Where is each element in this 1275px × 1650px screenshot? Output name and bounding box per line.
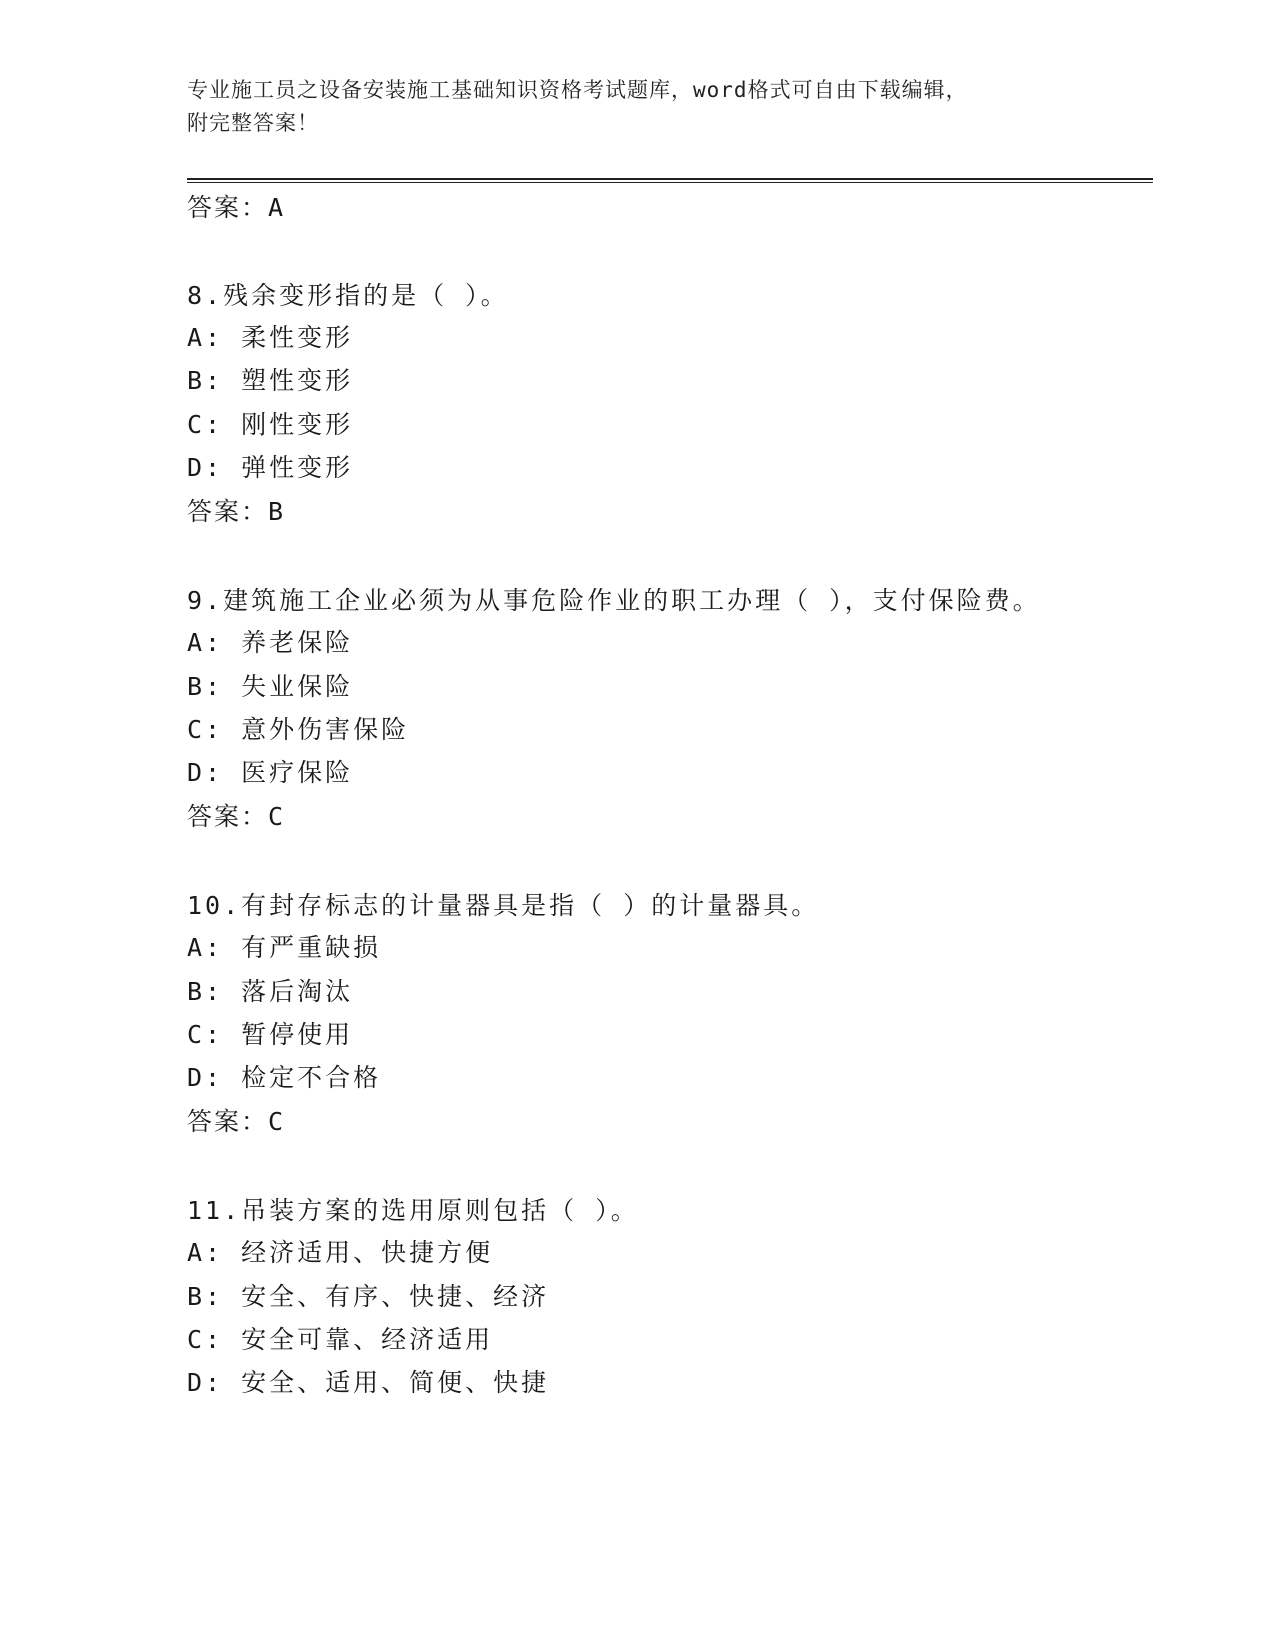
question-11-option-b: B: 安全、有序、快捷、经济 [187, 1282, 550, 1311]
answer-label: 答案： [187, 1107, 269, 1136]
answer-label: 答案： [187, 193, 269, 222]
question-10-option-d: D: 检定不合格 [187, 1063, 382, 1092]
page-header [187, 74, 1067, 140]
question-11-option-c: C: 安全可靠、经济适用 [187, 1325, 494, 1354]
question-9-stem: 9.建筑施工企业必须为从事危险作业的职工办理（ ），支付保险费。 [187, 586, 1041, 615]
question-9-option-c: C: 意外伤害保险 [187, 715, 410, 744]
question-8-option-b: B: 塑性变形 [187, 366, 354, 395]
question-9-answer [187, 801, 285, 833]
question-11-option-d: D: 安全、适用、简便、快捷 [187, 1368, 550, 1397]
question-8-answer [187, 496, 285, 528]
answer-value: A [268, 193, 286, 222]
prev-answer [187, 192, 285, 224]
question-10-stem: 10.有封存标志的计量器具是指（ ）的计量器具。 [187, 891, 820, 920]
answer-label: 答案： [187, 497, 269, 526]
header-line-2: 附完整答案！ [187, 111, 319, 135]
question-10-option-c: C: 暂停使用 [187, 1020, 354, 1049]
question-10-option-a: A: 有严重缺损 [187, 933, 382, 962]
header-line-1: 专业施工员之设备安装施工基础知识资格考试题库，word格式可自由下载编辑， [187, 78, 968, 102]
answer-value: C [268, 802, 286, 831]
question-10-option-b: B: 落后淘汰 [187, 977, 354, 1006]
question-11-option-a: A: 经济适用、快捷方便 [187, 1238, 494, 1267]
answer-value: B [268, 497, 286, 526]
question-8-stem: 8.残余变形指的是（ ）。 [187, 281, 509, 310]
question-9-option-b: B: 失业保险 [187, 672, 354, 701]
question-9-option-a: A: 养老保险 [187, 628, 354, 657]
question-8-option-a: A: 柔性变形 [187, 323, 354, 352]
question-9-option-d: D: 医疗保险 [187, 758, 354, 787]
answer-value: C [268, 1107, 286, 1136]
question-8-option-d: D: 弹性变形 [187, 453, 354, 482]
answer-label: 答案： [187, 802, 269, 831]
question-11-stem: 11.吊装方案的选用原则包括（ ）。 [187, 1196, 639, 1225]
question-10-answer [187, 1106, 285, 1138]
question-8-option-c: C: 刚性变形 [187, 410, 354, 439]
header-divider [187, 178, 1153, 183]
